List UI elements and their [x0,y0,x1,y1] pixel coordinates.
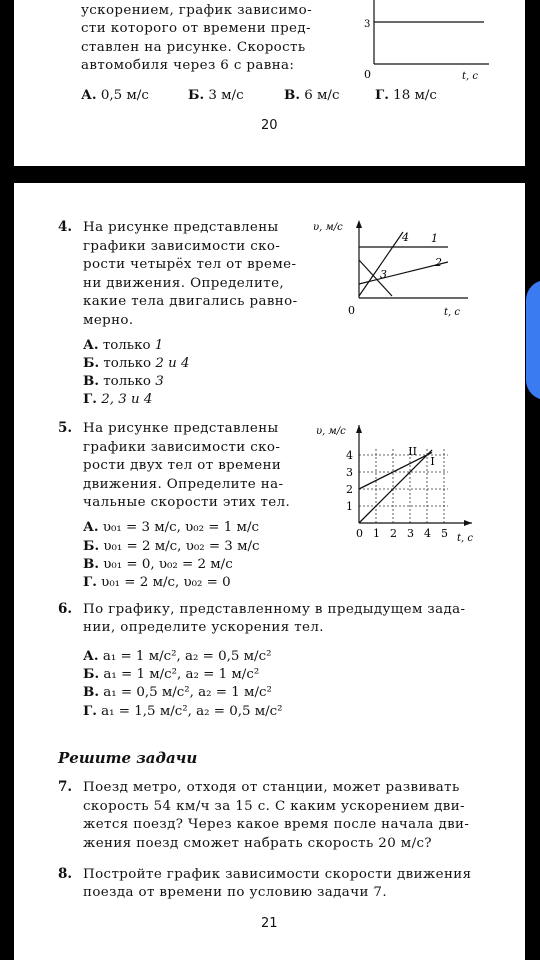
x-axis-label: t, c [457,533,473,544]
y-tick-label: 2 [346,483,353,496]
series-line-3 [359,260,392,296]
q5-answer-c: В. υ₀₁ = 0, υ₀₂ = 2 м/с [83,556,233,572]
q6-answer-d: Г. a₁ = 1,5 м/с², a₂ = 0,5 м/с² [83,703,283,719]
q4-text-line: На рисунке представлены [83,220,279,235]
section-heading: Решите задачи [58,749,198,767]
page-20 [14,0,525,166]
q4-answer-d: Г. 2, 3 и 4 [83,391,153,407]
q4-text-line: ни движения. Определите, [83,276,285,291]
q8-text-line: Постройте график зависимости скорости движения [83,867,472,882]
q3-text-line: автомобиля через 6 с равна: [81,58,295,73]
origin-label: 0 [364,68,371,81]
x-tick-label: 2 [390,527,397,540]
y-axis-arrow [356,220,362,228]
q8-text-line: поезда от времени по условию задачи 7. [83,885,388,900]
q3-text-line: сти которого от времени пред- [81,21,311,36]
series-line-II [359,452,435,489]
series-line-I [359,450,435,523]
x-axis-label: t, c [444,307,460,318]
q5-text-line: графики зависимости ско- [83,440,281,455]
q3-answer-c: В. 6 м/с [284,87,340,103]
x-axis-label: t, c [462,71,478,82]
page-21 [14,183,525,960]
q4-number: 4. [58,219,73,235]
q7-text-line: скорость 54 км/ч за 15 с. С каким ускорением дви- [83,799,465,814]
q8-number: 8. [58,866,73,882]
q5-answer-d: Г. υ₀₁ = 2 м/с, υ₀₂ = 0 [83,574,231,590]
x-tick-label: 5 [441,527,448,540]
x-axis-arrow [464,520,472,526]
y-tick-label: 1 [346,500,353,513]
x-tick-label: 0 [356,527,363,540]
q7-text-line: Поезд метро, отходя от станции, может развивать [83,780,460,795]
page-number: 20 [261,118,278,133]
q6-answer-b: Б. a₁ = 1 м/с², a₂ = 1 м/с² [83,666,260,682]
q5-number: 5. [58,420,73,436]
series-label-2: 2 [435,256,442,269]
q4-text-line: графики зависимости ско- [83,239,281,254]
q3-graph [354,0,514,84]
q6-answer-c: В. a₁ = 0,5 м/с², a₂ = 1 м/с² [83,684,272,700]
q6-text-line: По графику, представленному в предыдущем зада- [83,602,466,617]
q4-text-line: какие тела двигались равно- [83,294,298,309]
origin-label: 0 [348,304,355,317]
q3-text-line: ускорением, график зависимо- [81,3,312,18]
q6-answer-a: А. a₁ = 1 м/с², a₂ = 0,5 м/с² [83,648,272,664]
q3-answer-b: Б. 3 м/с [188,87,244,103]
q5-graph [314,421,484,546]
y-axis-label: υ, м/с [313,222,343,233]
series-line-4 [359,232,403,296]
series-label-I: I [430,455,435,469]
side-scroll-tab[interactable] [526,280,540,400]
series-label-II: II [408,445,418,458]
q4-answer-c: В. только 3 [83,373,164,389]
q4-answer-a: А. только 1 [83,337,164,353]
q4-text-line: мерно. [83,313,134,328]
page-number: 21 [261,916,278,931]
q4-graph [310,218,480,318]
q3-text-line: ставлен на рисунке. Скорость [81,40,306,55]
series-label-4: 4 [402,231,409,244]
x-tick-label: 3 [407,527,414,540]
q7-text-line: жения поезд сможет набрать скорость 20 м/с? [83,836,432,851]
q7-text-line: жется поезд? Через какое время после начала дви- [83,817,470,832]
y-axis-arrow [356,425,362,433]
y-tick-label: 3 [364,19,371,30]
q5-text-line: движения. Определите на- [83,477,284,492]
x-tick-label: 1 [373,527,380,540]
q3-answer-a: А. 0,5 м/с [81,87,149,103]
q7-number: 7. [58,779,73,795]
q5-text-line: На рисунке представлены [83,421,279,436]
q5-text-line: чальные скорости этих тел. [83,495,291,510]
y-tick-label: 4 [346,449,353,462]
y-axis-label: υ, м/с [316,426,346,437]
q3-answer-d: Г. 18 м/с [375,87,437,103]
q5-answer-b: Б. υ₀₁ = 2 м/с, υ₀₂ = 3 м/с [83,538,260,554]
q5-text-line: рости двух тел от времени [83,458,282,473]
q4-answer-b: Б. только 2 и 4 [83,355,190,371]
y-tick-label: 3 [346,466,353,479]
series-label-3: 3 [380,268,387,281]
q6-text-line: нии, определите ускорения тел. [83,620,324,635]
q6-number: 6. [58,601,73,617]
q4-text-line: рости четырёх тел от време- [83,257,297,272]
x-tick-label: 4 [424,527,431,540]
series-label-1: 1 [431,232,438,245]
q5-answer-a: А. υ₀₁ = 3 м/с, υ₀₂ = 1 м/с [83,519,259,535]
